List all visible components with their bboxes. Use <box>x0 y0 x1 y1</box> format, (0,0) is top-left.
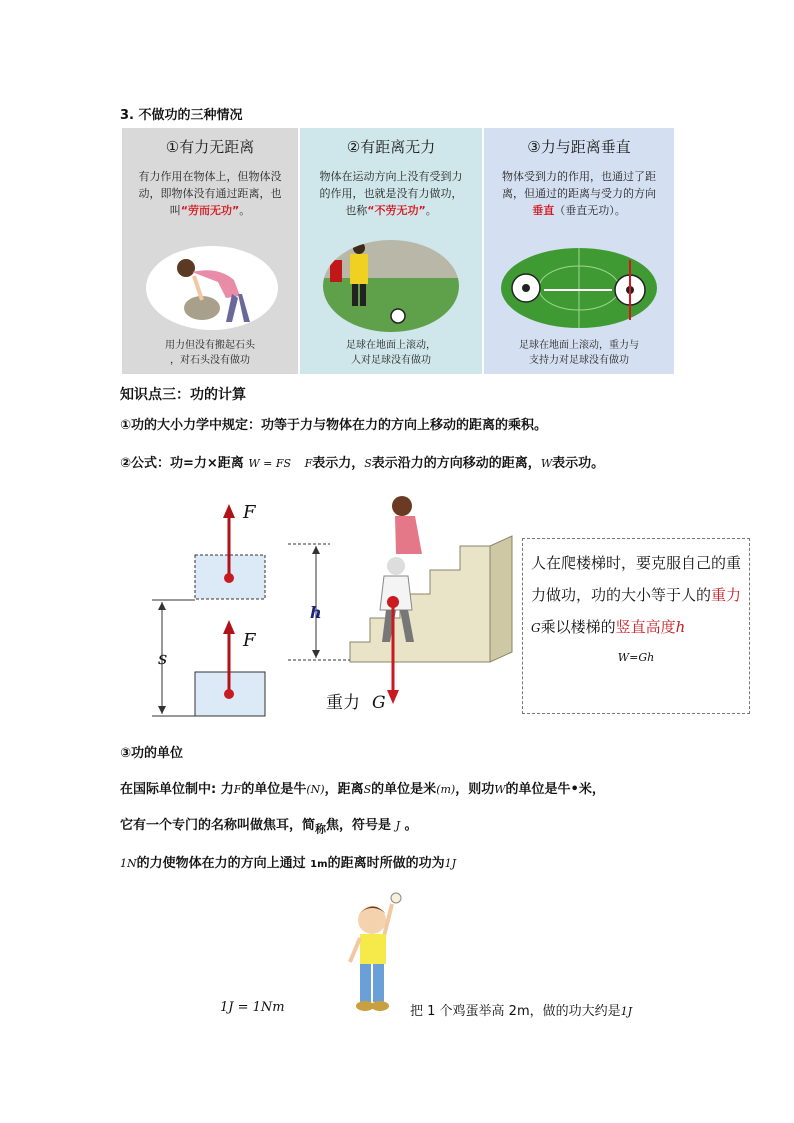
note-text: 人在爬楼梯时，要克服自己的重力做功，功的大小等于人的重力G乘以楼梯的竖直高度h <box>531 554 742 636</box>
joule-equation: 1J = 1Nm <box>220 1000 285 1015</box>
section-3-title: 3. 不做功的三种情况 <box>120 108 243 123</box>
egg-example: 把 1 个鸡蛋举高 2m，做的功大约是1J <box>410 1004 633 1019</box>
stair-climbing-note <box>522 538 750 714</box>
case-3-desc: 物体受到力的作用，也通过了距离，但通过的距离与受力的方向垂直（垂直无功）。 <box>502 170 656 217</box>
distance-label: s <box>158 648 168 669</box>
case-3-caption: 足球在地面上滚动，重力与 支持力对足球没有做功 <box>519 340 639 366</box>
formula-wfs: W = FS <box>248 457 292 470</box>
case-1-caption: 用力但没有搬起石头 ，对石头没有做功 <box>165 340 255 366</box>
case-1-desc: 有力作用在物体上，但物体没动，即物体没有通过距离，也叫“劳而无功”。 <box>138 170 282 217</box>
boy-holding-egg-illustration <box>340 890 410 1020</box>
knowledge-point-3-title: 知识点三：功的计算 <box>120 387 246 403</box>
case-3-illustration <box>484 238 674 374</box>
case-3-title: ③力与距离垂直 <box>527 137 631 156</box>
unit-title: ③功的单位 <box>120 746 184 761</box>
case-column-3 <box>484 128 674 374</box>
note-formula: W=Gh <box>617 651 655 664</box>
force-label-top: F <box>243 502 256 523</box>
gravity-symbol: G <box>372 693 386 713</box>
case-2-illustration <box>300 238 482 374</box>
unit-line-1: 在国际单位制中: 力F的单位是牛(N)，距离S的单位是米(m)，则功W的单位是牛•米， <box>120 782 605 797</box>
case-2-title: ②有距离无力 <box>346 137 436 156</box>
unit-line-2: 它有一个专门的名称叫做焦耳，简$_称$焦，符号是 J 。 <box>120 818 418 836</box>
case-2-caption: 足球在地面上滚动， 人对足球没有做功 <box>346 340 436 366</box>
no-work-cases-table <box>122 128 674 374</box>
work-formula-line: ②公式：功=力×距离 W = FS F表示力，S表示沿力的方向移动的距离，W表示功。 <box>120 456 605 471</box>
gravity-label: 重力 <box>326 693 360 713</box>
case-column-1 <box>122 128 298 374</box>
unit-line-3: 1N的力使物体在力的方向上通过 1m的距离时所做的功为1J <box>120 856 456 871</box>
height-label: h <box>310 603 322 622</box>
case-column-2 <box>300 128 482 374</box>
case-2-desc: 物体在运动方向上没有受到力的作用，也就是没有力做功，也称“不劳无功”。 <box>319 170 463 217</box>
force-label-bottom: F <box>243 630 256 651</box>
force-distance-diagram <box>140 492 520 722</box>
case-1-illustration <box>122 238 298 374</box>
case-1-title: ①有力无距离 <box>165 137 255 156</box>
work-definition: ①功的大小力学中规定：功等于力与物体在力的方向上移动的距离的乘积。 <box>120 418 548 433</box>
